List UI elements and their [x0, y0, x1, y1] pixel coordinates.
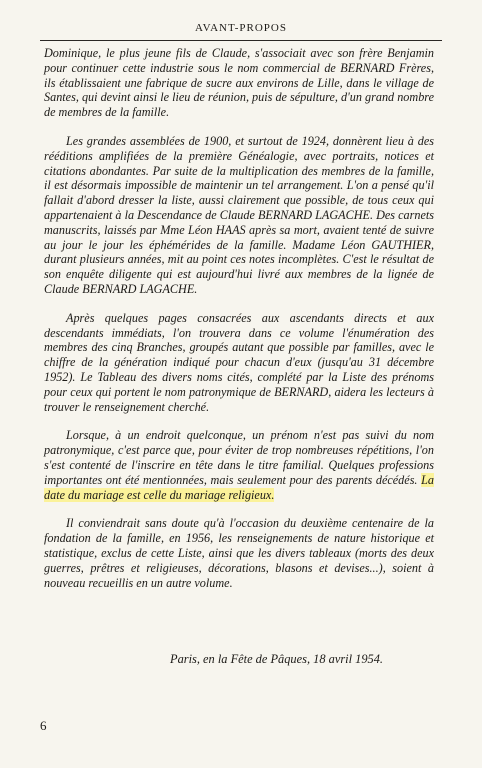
paragraph-4-text: Lorsque, à un endroit quelconque, un prénom n'est pas suivi du nom patronymique, c'est parce que, pour éviter de trop nombreuses répétitions, l'on s'est contenté de l'inscrire en tête dans le titre familial. Quelques professions importantes ont été mentionnées, mais seulement pour des parents décédés. — [44, 428, 434, 487]
paragraph-4 — [44, 428, 434, 502]
page-number: 6 — [40, 718, 47, 733]
paragraph-3: Après quelques pages consacrées aux ascendants directs et aux descendants immédiats, l'on trouvera dans ce volume l'énumération des membres des cinq Branches, groupés autant que possible par familles, avec le chiffre de la génération indiqué pour chacun d'eux (jusqu'au 31 décembre 1952). Le Tableau des divers noms cités, complété par la Liste des prénoms pour ceux qui portent le nom patronymique de BERNARD, aidera les lecteurs à trouver le renseignement cherché. — [44, 310, 434, 414]
page-body — [44, 46, 434, 604]
paragraph-2: Les grandes assemblées de 1900, et surtout de 1924, donnèrent lieu à des rééditions amplifiées de la première Généalogie, avec portraits, notices et citations abondantes. Par suite de la multiplication des membres de la famille, il est désormais impossible de maintenir un tel arrangement. L'on a pensé qu'il fallait d'abord dresser la liste, aussi clairement que possible, de tous ceux qui appartenaient à la Descendance de Claude BERNARD LAGACHE. Des carnets manuscrits, laissés par Mme Léon HAAS après sa mort, avaient tenté de suivre au jour le jour les éphémérides de la famille. Madame Léon GAUTHIER, durant plusieurs années, mit au point ces notes incomplètes. C'est le résultat de son enquête diligente qui est aujourd'hui livré aux membres de la lignée de Claude BERNARD LAGACHE. — [44, 133, 434, 296]
signature-line: Paris, en la Fête de Pâques, 18 avril 1954. — [170, 652, 384, 666]
header-rule — [40, 40, 442, 41]
highlighted-text: La date du mariage est celle du mariage religieux. — [44, 472, 434, 502]
paragraph-1: Dominique, le plus jeune fils de Claude, s'associait avec son frère Benjamin pour continuer cette industrie sous le nom commercial de BERNARD Frères, ils établissaient une fabrique de sucre aux environs de Lille, dans le village de Santes, qui devint ainsi le lieu de réunion, puis de sépulture, d'un grand nombre de membres de la famille. — [44, 46, 434, 120]
paragraph-5: Il conviendrait sans doute qu'à l'occasion du deuxième centenaire de la fondation de la famille, en 1956, les renseignements de nature historique et statistique, exclus de cette Liste, ainsi que les divers tableaux (morts des deux guerres, prêtres et religieuses, décorations, blasons et devises...), soient à nouveau recueillis en un autre volume. — [44, 516, 434, 590]
running-head: AVANT-PROPOS — [195, 22, 287, 34]
